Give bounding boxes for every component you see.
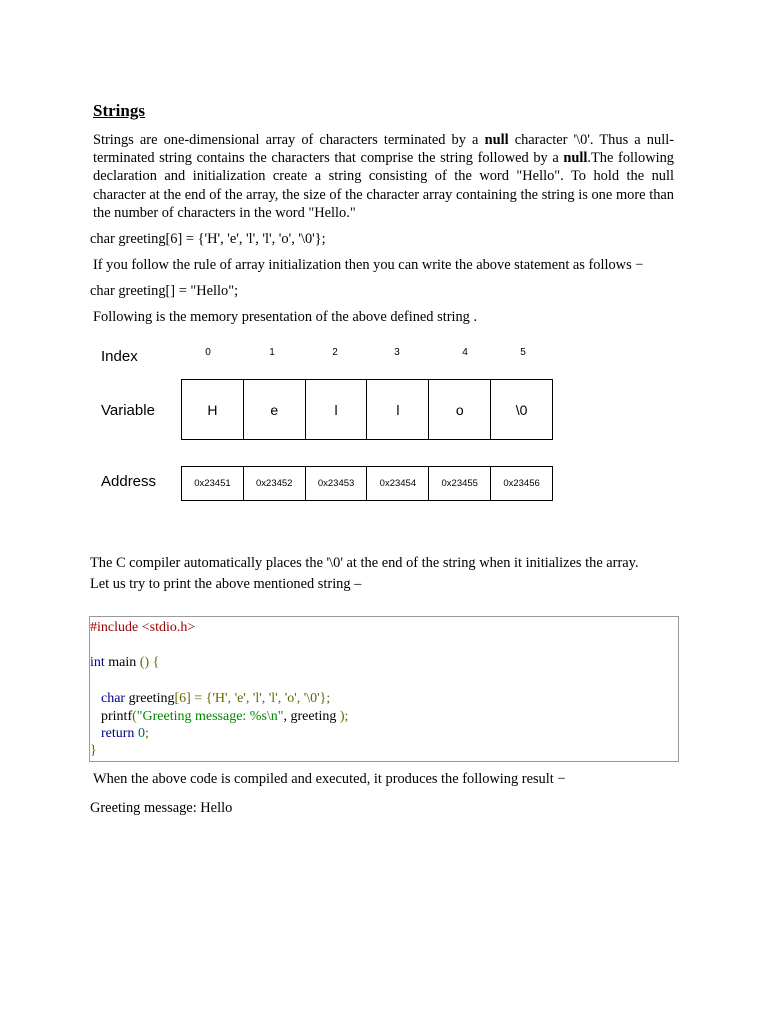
code-line-main — [90, 655, 159, 671]
intro-text-1: Strings are one-dimensional array of characters terminated by a — [93, 132, 485, 148]
return-value: 0 — [134, 726, 145, 741]
index-value: 4 — [462, 347, 468, 358]
code-line-decl — [101, 691, 330, 707]
char-cell: H — [182, 380, 244, 439]
intro-bold-null-2: null — [563, 150, 588, 167]
address-label: Address — [101, 473, 157, 490]
code-line-printf — [101, 709, 348, 725]
declaration-with-size: char greeting[6] = {'H', 'e', 'l', 'l', 'o', '\0'}; — [90, 231, 326, 247]
main-name: main — [104, 655, 140, 670]
address-cell: 0x23451 — [182, 467, 244, 500]
char-cell: o — [429, 380, 491, 439]
intro-bold-null-1: null — [484, 132, 509, 148]
code-line-include — [90, 620, 195, 636]
index-label: Index — [101, 348, 138, 365]
code-close-brace: } — [90, 743, 97, 758]
index-value: 0 — [205, 347, 211, 358]
address-cell: 0x23452 — [244, 467, 306, 500]
page-title: Strings — [93, 101, 145, 120]
result-output: Greeting message: Hello — [90, 800, 233, 816]
include-header: <stdio.h> — [138, 620, 196, 635]
printf-close: ); — [339, 709, 349, 724]
return-keyword: return — [101, 726, 135, 741]
memory-intro: Following is the memory presentation of the above defined string . — [93, 309, 478, 325]
greeting-identifier: greeting — [125, 691, 175, 706]
char-cell: l — [306, 380, 368, 439]
address-cell: 0x23454 — [367, 467, 429, 500]
return-semicolon: ; — [144, 726, 149, 741]
result-intro: When the above code is compiled and executed, it produces the following result − — [93, 771, 566, 787]
index-value: 5 — [520, 347, 526, 358]
intro-text-3: .The following declaration and initialization create a string consisting of the word "Hello". To hold the null character at the end of the array, the size of the character array containing the string is one more than the number of characters in the word "Hello." — [93, 150, 674, 221]
index-value: 2 — [332, 347, 338, 358]
char-keyword: char — [101, 691, 126, 706]
decl-initializer: [6] = {'H', 'e', 'l', 'l', 'o', '\0'}; — [174, 691, 331, 706]
char-cell: \0 — [515, 401, 528, 418]
rule-text: If you follow the rule of array initialization then you can write the above statement as follows − — [93, 257, 644, 273]
intro-paragraph — [93, 131, 674, 222]
intro-text-2: character '\0'. Thus a null-terminated string contains the characters that comprise the string followed by a — [93, 132, 674, 167]
variable-label: Variable — [101, 402, 155, 419]
code-line-return — [101, 726, 149, 742]
printf-args: , greeting — [283, 709, 340, 724]
index-value: 1 — [269, 347, 275, 358]
char-cell: l — [367, 380, 429, 439]
address-cell: 0x23456 — [503, 478, 540, 489]
char-cell: e — [244, 380, 306, 439]
variable-row — [181, 379, 553, 440]
compiler-text-2: Let us try to print the above mentioned string – — [90, 576, 362, 592]
code-block — [89, 616, 679, 762]
int-keyword: int — [90, 655, 105, 670]
printf-open-paren: ( — [132, 709, 137, 724]
address-row — [181, 466, 553, 501]
address-cell: 0x23455 — [429, 467, 491, 500]
main-parens: () { — [139, 655, 160, 670]
index-value: 3 — [394, 347, 400, 358]
include-directive: #include — [90, 620, 139, 635]
printf-function: printf — [101, 709, 133, 724]
declaration-literal: char greeting[] = "Hello"; — [90, 283, 239, 299]
compiler-text-1: The C compiler automatically places the '\0' at the end of the string when it initializes the array. — [90, 555, 639, 571]
address-cell: 0x23453 — [306, 467, 368, 500]
printf-format-string: "Greeting message: %s\n" — [136, 709, 284, 724]
